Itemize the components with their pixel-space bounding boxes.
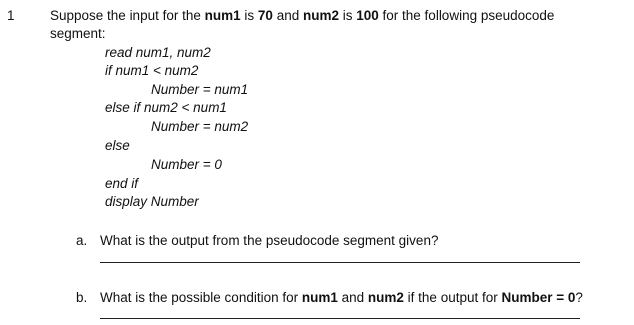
intro-value-70: 70 [257, 8, 273, 23]
sub-b-text-1: What is the possible condition for [100, 290, 302, 305]
intro-text-3: and [272, 8, 303, 23]
sub-question-b-text [100, 289, 583, 307]
question-intro [50, 7, 610, 43]
sub-b-var-num2: num2 [367, 290, 404, 305]
intro-text-1: Suppose the input for the [50, 8, 205, 23]
pseudocode-line-assign-zero: Number = 0 [151, 157, 222, 172]
sub-b-text-3: if the output for [403, 290, 502, 305]
pseudocode-line-display: display Number [105, 194, 199, 209]
pseudocode-line-if: if num1 < num2 [105, 63, 199, 78]
pseudocode-line-end-if: end if [105, 176, 139, 191]
pseudocode-line-assign-num1: Number = num1 [151, 82, 249, 97]
intro-var-num1: num1 [204, 8, 241, 23]
intro-value-100: 100 [356, 8, 379, 23]
sub-b-text-4: ? [575, 290, 583, 305]
intro-text-4: is [338, 8, 357, 23]
sub-question-b-letter: b. [76, 290, 88, 305]
sub-b-var-num1: num1 [301, 290, 338, 305]
intro-var-num2: num2 [302, 8, 339, 23]
sub-b-condition: Number = 0 [501, 290, 576, 305]
sub-b-text-2: and [337, 290, 368, 305]
pseudocode-line-else: else [105, 138, 130, 153]
pseudocode-line-assign-num2: Number = num2 [151, 119, 249, 134]
pseudocode-line-read: read num1, num2 [105, 45, 211, 60]
sub-question-a-letter: a. [76, 233, 88, 248]
answer-line-a [100, 262, 580, 263]
sub-question-a-text: What is the output from the pseudocode segment given? [100, 233, 439, 248]
answer-line-b [100, 318, 580, 319]
question-number: 1 [7, 8, 15, 23]
intro-text-5: for the following pseudocode segment: [50, 8, 555, 41]
intro-text-2: is [240, 8, 258, 23]
pseudocode-line-else-if: else if num2 < num1 [105, 100, 227, 115]
